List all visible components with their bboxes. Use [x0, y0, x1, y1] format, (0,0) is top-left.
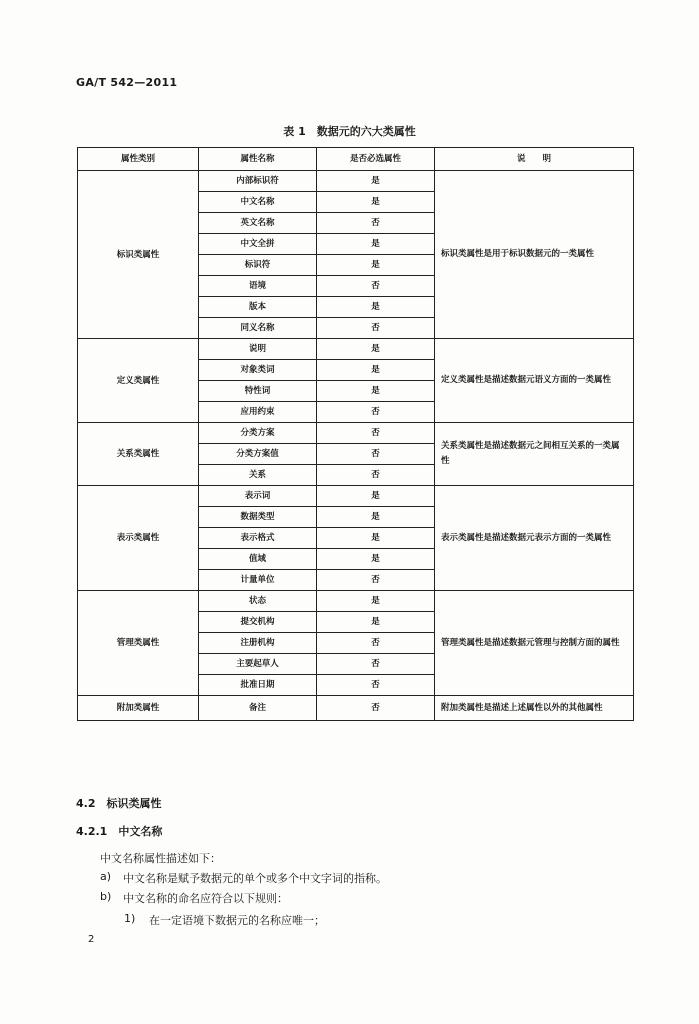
required-cell: 是: [317, 171, 435, 192]
required-cell: 是: [317, 486, 435, 507]
table-row: [78, 591, 634, 612]
attribute-name-cell: 表示词: [199, 486, 317, 507]
table-row: [78, 486, 634, 507]
attribute-name-cell: 语境: [199, 276, 317, 297]
page-number: 2: [88, 934, 95, 945]
required-cell: 是: [317, 255, 435, 276]
attribute-name-cell: 英文名称: [199, 213, 317, 234]
description-cell: 表示类属性是描述数据元表示方面的一类属性: [435, 486, 634, 591]
required-cell: 否: [317, 423, 435, 444]
table-row: [78, 423, 634, 444]
list-item-a: 中文名称是赋予数据元的单个或多个中文字词的指称。: [123, 872, 387, 885]
required-cell: 否: [317, 570, 435, 591]
required-cell: 否: [317, 276, 435, 297]
list-item-a-label: a): [100, 870, 112, 883]
table-row: [78, 171, 634, 192]
required-cell: 是: [317, 339, 435, 360]
attribute-name-cell: 标识符: [199, 255, 317, 276]
attribute-name-cell: 注册机构: [199, 633, 317, 654]
required-cell: 否: [317, 444, 435, 465]
required-cell: 否: [317, 402, 435, 423]
description-cell: 关系类属性是描述数据元之间相互关系的一类属性: [435, 423, 634, 486]
description-cell: 附加类属性是描述上述属性以外的其他属性: [435, 696, 634, 721]
category-cell: 关系类属性: [78, 423, 199, 486]
table-body: [78, 171, 634, 721]
required-cell: 否: [317, 318, 435, 339]
attribute-name-cell: 中文名称: [199, 192, 317, 213]
required-cell: 否: [317, 465, 435, 486]
required-cell: 是: [317, 192, 435, 213]
attribute-name-cell: 状态: [199, 591, 317, 612]
required-cell: 否: [317, 675, 435, 696]
required-cell: 是: [317, 612, 435, 633]
attribute-name-cell: 中文全拼: [199, 234, 317, 255]
category-cell: 表示类属性: [78, 486, 199, 591]
attribute-name-cell: 值域: [199, 549, 317, 570]
list-item-b-label: b): [100, 890, 112, 903]
required-cell: 否: [317, 633, 435, 654]
section-heading-4-2: 4.2 标识类属性: [76, 797, 162, 810]
attribute-name-cell: 批准日期: [199, 675, 317, 696]
attribute-name-cell: 计量单位: [199, 570, 317, 591]
description-cell: 管理类属性是描述数据元管理与控制方面的属性: [435, 591, 634, 696]
attribute-name-cell: 分类方案: [199, 423, 317, 444]
required-cell: 否: [317, 213, 435, 234]
attribute-name-cell: 表示格式: [199, 528, 317, 549]
required-cell: 是: [317, 297, 435, 318]
attribute-name-cell: 版本: [199, 297, 317, 318]
required-cell: 是: [317, 591, 435, 612]
category-cell: 标识类属性: [78, 171, 199, 339]
table-title: 表 1 数据元的六大类属性: [283, 125, 416, 138]
sub-item-1-label: 1): [124, 912, 136, 925]
description-cell: 定义类属性是描述数据元语义方面的一类属性: [435, 339, 634, 423]
attribute-name-cell: 同义名称: [199, 318, 317, 339]
required-cell: 否: [317, 654, 435, 675]
intro-paragraph: 中文名称属性描述如下：: [100, 852, 221, 865]
attribute-name-cell: 分类方案值: [199, 444, 317, 465]
category-cell: 定义类属性: [78, 339, 199, 423]
required-cell: 是: [317, 549, 435, 570]
attribute-name-cell: 应用约束: [199, 402, 317, 423]
attribute-name-cell: 主要起草人: [199, 654, 317, 675]
header-category: 属性类别: [78, 148, 199, 171]
required-cell: 是: [317, 528, 435, 549]
standard-code-header: GA/T 542—2011: [76, 76, 178, 89]
attribute-name-cell: 对象类词: [199, 360, 317, 381]
required-cell: 是: [317, 360, 435, 381]
table-row: [78, 696, 634, 721]
description-cell: 标识类属性是用于标识数据元的一类属性: [435, 171, 634, 339]
header-required: 是否必选属性: [317, 148, 435, 171]
required-cell: 是: [317, 234, 435, 255]
category-cell: 管理类属性: [78, 591, 199, 696]
header-attr-name: 属性名称: [199, 148, 317, 171]
attribute-table: [77, 147, 634, 721]
attribute-name-cell: 关系: [199, 465, 317, 486]
required-cell: 否: [317, 696, 435, 721]
attribute-name-cell: 内部标识符: [199, 171, 317, 192]
attribute-name-cell: 说明: [199, 339, 317, 360]
sub-item-1: 在一定语境下数据元的名称应唯一；: [149, 914, 325, 927]
attribute-name-cell: 提交机构: [199, 612, 317, 633]
required-cell: 是: [317, 507, 435, 528]
attribute-name-cell: 特性词: [199, 381, 317, 402]
section-heading-4-2-1: 4.2.1 中文名称: [76, 825, 163, 838]
attribute-name-cell: 数据类型: [199, 507, 317, 528]
attribute-name-cell: 备注: [199, 696, 317, 721]
category-cell: 附加类属性: [78, 696, 199, 721]
table-row: [78, 339, 634, 360]
list-item-b: 中文名称的命名应符合以下规则：: [123, 892, 288, 905]
table-header-row: [78, 148, 634, 171]
required-cell: 是: [317, 381, 435, 402]
header-description: 说 明: [435, 148, 634, 171]
